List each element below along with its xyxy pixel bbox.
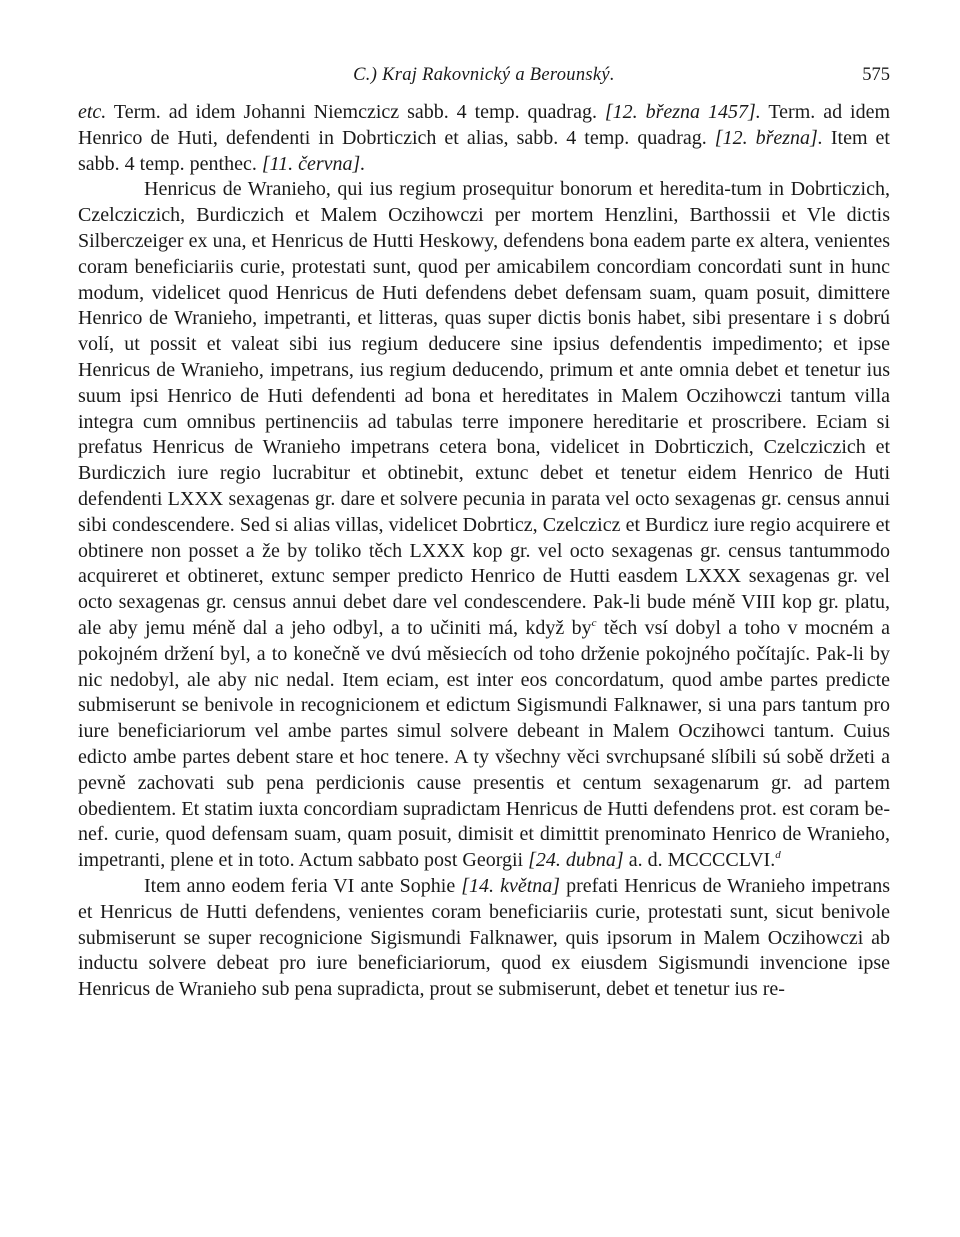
text-run: Henricus de Wranieho, qui ius regium prosequitur bonorum et heredita-tum in Dobrticzich, Czelcziczich, Burdiczich et Malem Oczihowczi per mortem Henzlini, Barthossii et Vle dictis Silberczeiger ex una, et Henricus de Hutti Heskowy, defendens bona eadem parte ex altera, venientes coram beneficiariis curie, protestati sunt, quod per amicabilem concordiam concordati sunt in hunc modum, videlicet quod Henricus de Huti defendens debet defensam suam, quam posuit, dimittere Henrico de Wranieho, impetranti, et litteras, quas super dictis bonis habet, sibi presentare i s dobrú volí, ut possit et valeat sibi ius regium deducere sine ipsius defendentis impedimento; et ipse Henricus de Wranieho, impetrans, ius regium deducendo, primum et ante omnia debet et tenetur ius suum ipsi Henrico de Huti defendenti ad bona et hereditates in Malem Oczihowczi tantum villa integra cum omnibus pertinenciis ad tabulas terre imponere hereditarie et proscribere. Eciam si prefatus Henricus de Wranieho impetrans cetera bona, videlicet in Dobrticzich, Czelcziczich et Burdiczich iure regio lucrabitur et obtinebit, extunc debet et tenetur eidem Henrico de Huti defendenti LXXX sexagenas gr. dare et solvere pecunia in parata vel octo sexagenas gr. census annui sibi condescendere. Sed si alias villas, videlicet Dobrticz, Czelczicz et Burdicz iure regio acquirere et obtinere non posset a že by toliko těch LXXX kop gr. vel octo sexagenas gr. census tantummodo acquireret et obtineret, extunc semper predicto Henrico de Hutti easdem LXXX sexagenas gr. vel octo sexagenas gr. census annui debet dare vel condescendere. Pak-li bude méně VIII kop gr. platu, ale aby jemu méně dal a jeho odbyl, a to učiniti má, když by [78, 178, 890, 639]
footnote-marker: c [591, 616, 597, 629]
document-page [78, 58, 890, 1003]
text-run: Term. ad idem Henrico de Huti, defendenti in Dobrticzich et alias, sabb. 4 temp. quadrag. [78, 101, 891, 149]
editorial-note: [14. května] [461, 874, 561, 897]
text-run: a. d. MCCCCLVI. [623, 849, 776, 872]
text-run: těch vsí dobyl a toho v mocném a pokojném držení byl, a to konečně ve dvú měsiecích od toho drženie pokojného počítajíc. Pak-li by nic nedobyl, ale aby nic nedal. Item eciam, est inter eos concordatum, quod ambe partes predicte submiserunt se benivole in recognicionem et edictum Sigismundi Falknawer, si una pars tantum pro iure beneficiariorum vel ambe partes simul solvere debeant in Malem Oczihowci tantum. Cuius edicto ambe partes debent stare et hoc tenere. A ty všechny věci svrchupsané slíbili sú sobě držeti a pevně zachovati sub pena perdicionis cause presentis et centum sexagenarum gr. ad partem obedientem. Et statim iuxta concordiam supradictam Henricus de Hutti defendens prot. est coram benef. curie, quod defensam suam, quam posuit, dimisit et dimittit prenominato Henrico de Wranieho, impetranti, plene et in toto. Actum sabbato post Georgii [78, 616, 890, 872]
page-number: 575 [862, 65, 890, 85]
text-run: Item anno eodem feria VI ante Sophie [144, 874, 462, 897]
text-run: prefati Henricus de Wranieho impetrans et Henricus de Hutti defendens, venientes coram beneficiariis curie, protestati sunt, sicut benivole submiserunt se super recognicione Sigismundi Falknawer, quis ipsorum in Malem Oczihowczi ab inductu solvere debeat pro iure beneficiariorum, quod ex eiusdem Sigismundi invencione ipse Henricus de Wranieho sub pena supradicta, prout se submiserunt, debet et tenetur ius re- [78, 874, 890, 1001]
editorial-note: [12. března]. [714, 126, 823, 149]
editorial-note: [12. března 1457]. [604, 101, 761, 123]
running-title: C.) Kraj Rakovnický a Berounský. [353, 65, 615, 85]
editorial-note: [24. dubna] [528, 849, 624, 872]
footnote-marker: d [775, 849, 781, 862]
body-text [78, 100, 890, 1003]
paragraph [78, 100, 890, 177]
page-header [78, 58, 890, 92]
text-run: Item et sabb. 4 temp. penthec. [78, 126, 890, 175]
paragraph [78, 177, 890, 874]
text-run: Term. ad idem Johanni Niemczicz sabb. 4 temp. quadrag. [106, 101, 605, 123]
editorial-note: etc. [78, 101, 107, 123]
editorial-note: [11. června]. [261, 152, 366, 175]
paragraph [78, 874, 890, 1003]
